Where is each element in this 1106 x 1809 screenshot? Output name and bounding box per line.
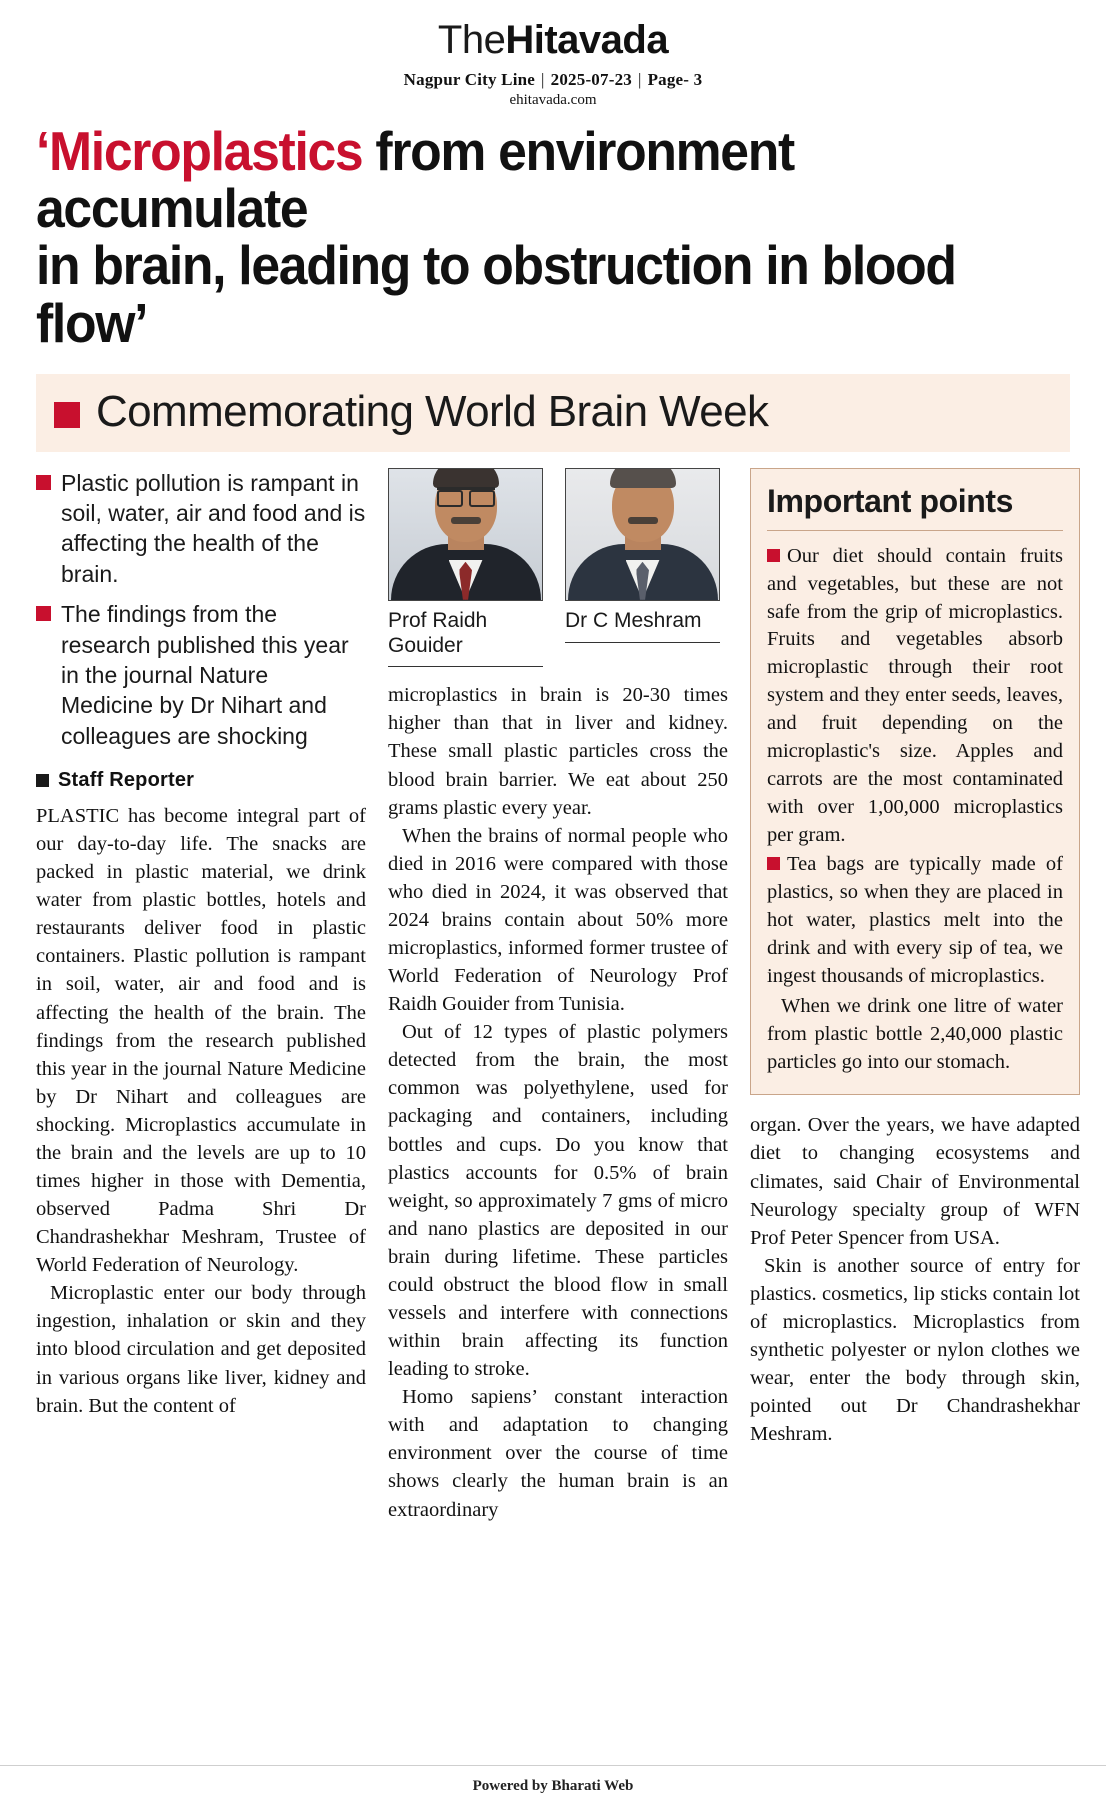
portrait-image-dr-c-meshram [565,468,720,601]
column-three [750,468,1080,1449]
headline-highlight: ‘Microplastics [36,120,363,182]
photo-block [565,468,720,668]
red-square-icon [767,857,780,870]
masthead-title [36,20,1070,60]
list-item [36,468,366,589]
paragraph: organ. Over the years, we have adapted diet to changing ecosystems and climates, said Chair of Environmental Neurology specialty group of WFN Prof Peter Spencer from USA. [750,1114,1080,1249]
byline [36,769,366,792]
important-point-item: When we drink one litre of water from plastic bottle 2,40,000 plastic particles go into our stomach. [767,994,1063,1073]
important-point-item [767,543,1063,850]
paragraph: microplastics in brain is 20-30 times higher than that in liver and kidney. These small plastic particles cross the blood brain barrier. We eat about 250 grams plastic every year. [388,684,728,819]
commemorating-band [36,374,1070,452]
column-one-body [36,802,366,1420]
masthead-edition-line [36,70,1070,90]
photo-caption: Prof Raidh Gouider [388,601,543,668]
masthead [36,14,1070,109]
column-two-body [388,681,728,1523]
masthead-sep-2: | [637,70,642,89]
column-two [388,468,728,1524]
paragraph: PLASTIC has become integral part of our day-to-day life. The snacks are packed in plastic material, we drink water from plastic bottles, hotels and restaurants deliver food in plastic containers. Plastic pollution is rampant in soil, water, air and food and is affecting the health of the brain. The findings from the research published this year in the journal Nature Medicine by Dr Nihart and colleagues are shocking. Microplastics accumulate in the brain and the levels are up to 10 times higher in those with Dementia, observed Padma Shri Dr Chandrashekhar Meshram, Trustee of World Federation of Neurology. [36,804,366,1277]
bullet-text: The findings from the research published this year in the journal Nature Medicine by Dr Nihart and colleagues are shocking [61,601,349,749]
page-footer: Powered by Bharati Web [0,1765,1106,1809]
photo-block [388,468,543,668]
paragraph: Out of 12 types of plastic polymers detected from the brain, the most common was polyethylene, used for packaging and containers, including bottles and cups. Do you know that plastics accounts for 0.5% of brain weight, so approximately 7 gms of micro and nano plastics are deposited in our brain during lifetime. These particles could obstruct the blood flow in small vessels and interfere with connections within brain affecting its function leading to stroke. [388,1021,728,1381]
photo-row [388,468,728,668]
masthead-title-hitavada: Hitavada [505,18,669,62]
masthead-date: 2025-07-23 [550,70,632,89]
photo-caption: Dr C Meshram [565,601,720,643]
headline-rest-line1: from environment accumulate [36,120,794,240]
headline-line2: in brain, leading to obstruction in blood flow’ [36,234,956,354]
red-square-icon [54,402,80,428]
masthead-page: Page- 3 [647,70,703,89]
paragraph: Skin is another source of entry for plastics. cosmetics, lip sticks contain lot of microplastics. Microplastics from synthetic polyester or nylon clothes we wear, enter the body through skin, pointed out Dr Chandrashekhar Meshram. [750,1254,1080,1446]
byline-label: Staff Reporter [58,768,195,791]
paragraph: Homo sapiens’ constant interaction with and adaptation to changing environment over the course of time shows clearly the human brain is an extraordinary [388,1386,728,1521]
red-square-icon [767,549,780,562]
page-headline [36,120,1066,354]
masthead-title-the: The [437,18,506,62]
important-point-item [767,851,1063,990]
bullet-text: Plastic pollution is rampant in soil, water, air and food and is affecting the health of the brain. [61,469,366,587]
important-point-text: Tea bags are typically made of plastics, so when they are placed in hot water, plastics melt into the drink and with every sip of tea, we ingest thousands of microplastics. [767,853,1063,987]
summary-bullet-list [36,468,366,751]
black-square-icon [36,774,49,787]
column-three-body [750,1111,1080,1448]
masthead-website: ehitavada.com [509,92,597,108]
masthead-sep-1: | [541,70,545,89]
band-title: Commemorating World Brain Week [96,386,769,436]
column-one [36,468,366,1420]
list-item [36,599,366,751]
paragraph: Microplastic enter our body through ingestion, inhalation or skin and they into blood circulation and get deposited in various organs like liver, kidney and brain. But the content of [36,1282,366,1417]
important-points-title: Important points [767,483,1063,531]
important-point-text: Our diet should contain fruits and vegetables, but these are not safe from the grip of microplastics. Fruits and vegetables absorb microplastic through their root system and they enter seeds, leaves, and fruit depending on the microplastic's size. Apples and carrots are the most contaminated with over 1,00,000 microplastics per gram. [767,544,1063,846]
portrait-image-prof-raidh-gouider [388,468,543,601]
important-points-box [750,468,1080,1096]
paragraph: When the brains of normal people who died in 2016 were compared with those who died in 2024, it was observed that 2024 brains contain about 50% more microplastics, informed former trustee of World Federation of Neurology Prof Raidh Gouider from Tunisia. [388,824,728,1016]
red-square-icon [36,606,51,621]
masthead-edition: Nagpur City Line [403,70,536,89]
red-square-icon [36,475,51,490]
article-columns [36,468,1080,1524]
